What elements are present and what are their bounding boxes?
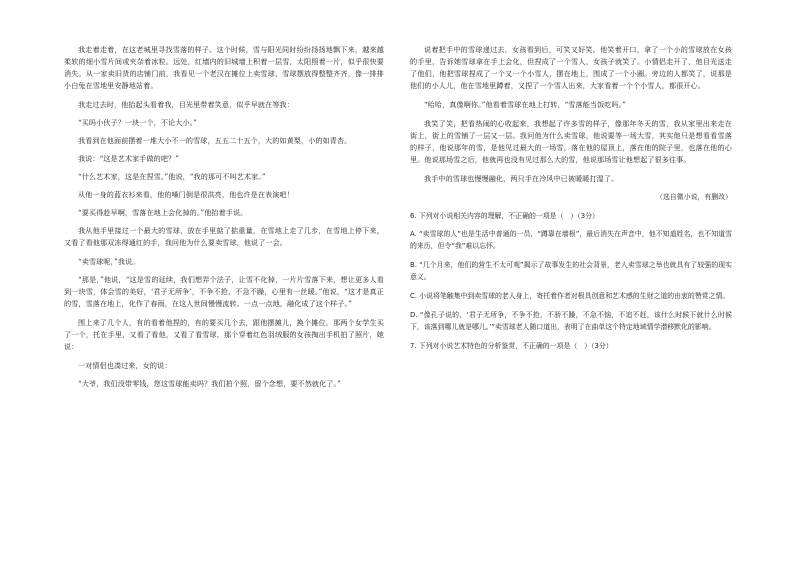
story-paragraph: 说着把手中的雪球递过去，女孩看到后，可笑又好笑。他笑着开口，拿了一个小的雪球放在女孩的手里，告诉她雪球拿在手上会化，但捏成了一个雪人，女孩子就笑了。小情侣走开了，他目光送走了他们，他把雪球捏成了一个又一个小雪人，摆在地上，围成了一个小圈。旁边的人都笑了，说那是他们的小人儿，他在雪地里蹲着，又捏了一个雪人出来，大家看着一个个小雪人，都很开心。 <box>410 45 732 90</box>
story-paragraph: 我从他手里接过一个最大的雪球，放在手里掂了掂重量，在雪地上走了几步，在雪地上停下来，又看了看他那双冻得通红的手，我问他为什么要卖雪球，他说了一会。 <box>64 226 384 247</box>
question-6-stem: 6. 下列对小说相关内容的理解，不正确的一项是（ ）（3分） <box>410 212 599 220</box>
left-column <box>64 44 384 397</box>
story-paragraph: 围上来了几个人，有的看着他捏的，有的要买几个去，跟他摆摊儿，换个摊位，那两个女学生买了一个，托在手里，又看了看他，又看了看雪球，那个穿着红色羽绒服的女孩掏出手机拍了照片，她说： <box>64 318 384 351</box>
question-6-option-b: B. “几个月来，他们的营生不太可观”揭示了故事发生的社会背景，老人卖雪球之举也就具有了较强的现实意义。 <box>410 261 732 281</box>
story-paragraph: “大爷，我们没带零钱，您这雪球能卖吗？我们拍个照，留个念想，要不然就化了。” <box>78 379 341 388</box>
story-paragraph: 我手中的雪球也慢慢融化，两只手在冷风中已被暖暖打湿了。 <box>424 174 619 183</box>
right-column <box>410 44 732 358</box>
story-paragraph: 我走着走着，在这老城里寻找雪落的样子。这个时候，雪与阳光同时纷纷扬扬地飘下来，越来越柔软的细小雪片间或夹杂着冰粒。远处，红墙内的旧城墙上积着一层雪，太阳照着一片，似乎很快要消失。从一家卖旧货的店铺门前，我看见一个老汉在摊位上卖雪球，雪球摆放得整整齐齐，像一排排小白兔在雪地里安静地站着。 <box>64 45 384 90</box>
story-paragraph: “买吗小伙子？一块一个，不论大小。” <box>78 118 198 127</box>
story-paragraph: “要买得趁早啊，雪落在地上会化掉的。”他抬着手说。 <box>78 208 248 217</box>
question-6-option-a: A. “卖雪球的人”也是生活中普通的一员，“蹲靠在墙根”，最后消失在声音中，他不知道姓名，也不知道雪的来历，但令“我”难以忘怀。 <box>410 230 732 250</box>
story-paragraph: “那是，”他说，“这是雪的延续，我们想弄个法子，让雪不化掉，一片片雪落下来，想让更多人看到一块雪，体会雪的美好，‘君子无所争’，不争不抢，不急不躁，心里有一丝暖。”他说，“这才是真正的雪，雪落在地上，化作了春雨，在这人世间慢慢流转。一点一点地，融化成了这个样子。” <box>64 275 384 308</box>
story-paragraph: 我笑了笑，把看热闹的心收起来，我想起了许多雪的样子，像那年冬天的雪，我从家里出来走在街上，街上的雪铺了一层又一层。我问他为什么卖雪球，他说要等一场大雪，其实他只是想看看雪落的样子，他说那年的雪，是他见过最大的一场雪，落在他的屋顶上，落在他的院子里，也落在他的心里。他说那场雪之后，他就再也没有见过那么大的雪，他说那场雪让他想起了很多往事。 <box>410 119 732 164</box>
story-paragraph: 从他一身的蓝衣衫来看，他的嗓门倒是很洪亮，他也许是在表演吧！ <box>78 190 294 199</box>
story-paragraph: “什么艺术家，这是在捏雪。”他说，“我的那可不叫艺术家。” <box>78 172 266 181</box>
story-paragraph: 我说：“这是艺术家手做的吧？” <box>78 154 179 163</box>
question-6-option-d: D. “像孔子说的，‘君子无所争，不争不抢，不骄不躁，不急不恼，不追不赶，该什么时候下就什么时候下，该落到哪儿就是哪儿。’”卖雪球老人随口道出，表明了在曲单这个特定地域情学潜移默化的影响。 <box>410 311 732 331</box>
story-paragraph: 我看到在他面前摆着一堆大小不一的雪球，五五二十五个，大的如黄梨，小的如青杏。 <box>78 136 352 145</box>
story-paragraph: “卖雪球呢，”我说。 <box>78 257 140 266</box>
question-7-stem: 7. 下列对小说艺术特色的分析鉴赏，不正确的一项是（ ）（3分） <box>410 342 613 350</box>
story-paragraph: “哈哈，真像啊你。”他看着雪球在地上打转，“雪落能当饭吃吗。” <box>424 100 627 109</box>
story-paragraph: 我走过去时，他抬起头看着我，目光里带着笑意，似乎早就在等我： <box>78 100 294 109</box>
source-note: （选自微小说，有删改） <box>656 193 732 201</box>
story-paragraph: 一对情侣也凑过来，女的说： <box>78 361 172 370</box>
question-6-option-c: C. 小说将笔触集中到卖雪球的老人身上，寄托着作者对根具创意和艺术感的生财之道的由衷的赞赏之情。 <box>410 292 730 300</box>
